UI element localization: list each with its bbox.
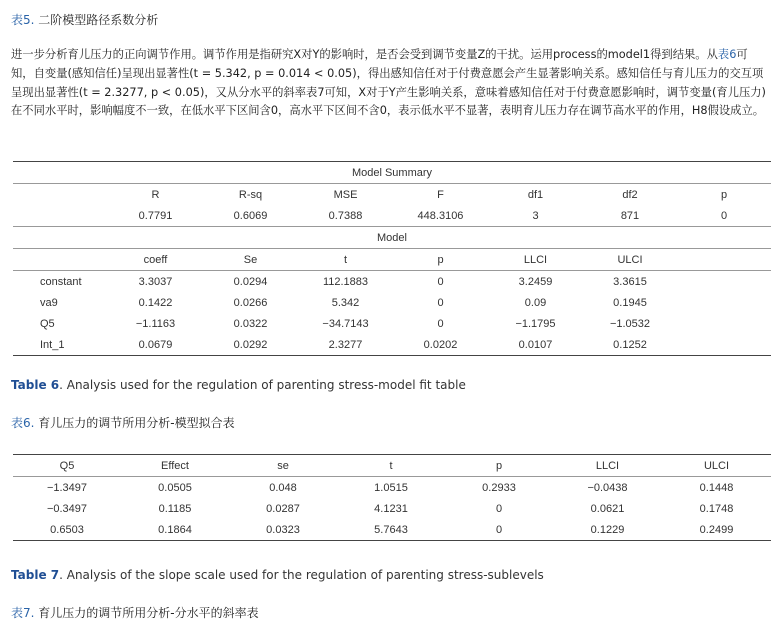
table-cell xyxy=(677,292,771,313)
table7-header-cell: LLCI xyxy=(553,455,662,477)
table-row xyxy=(13,519,771,541)
model-header-cell: coeff xyxy=(108,249,203,271)
table-cell: 0.1748 xyxy=(699,502,734,515)
analysis-paragraph xyxy=(11,46,769,121)
table-cell xyxy=(677,334,771,356)
table7-header-cell: p xyxy=(445,455,553,477)
table6-en-label: Table 6 xyxy=(11,378,60,392)
table-cell: 0.0322 xyxy=(233,317,268,330)
model-header-cell xyxy=(13,249,108,271)
table6-en-text: . Analysis used for the regulation of parenting stress-model fit table xyxy=(59,378,466,392)
model-header-row xyxy=(13,249,771,271)
table-cell: −0.3497 xyxy=(46,502,88,515)
table-row xyxy=(13,313,771,334)
paragraph-part1: 进一步分析育儿压力的正向调节作用。调节作用是指研究X对Y的影响时，是否会受到调节变量Z的干扰。运用process的model1得到结果。从 xyxy=(11,48,718,61)
table-cell: −0.0438 xyxy=(587,481,628,494)
table-cell: 3.2459 xyxy=(518,275,553,288)
table-cell: 3.3037 xyxy=(138,275,173,288)
summary-value-cell: 3 xyxy=(488,205,583,227)
table-cell: 0.1448 xyxy=(699,481,734,494)
table-cell: 0.0202 xyxy=(393,334,488,356)
table-row xyxy=(13,334,771,356)
table-cell: 0.1252 xyxy=(583,334,677,356)
table-cell: −34.7143 xyxy=(322,317,369,330)
summary-header-cell: R xyxy=(151,188,160,201)
table7-header-row xyxy=(13,455,771,477)
table7-header-cell: se xyxy=(229,455,337,477)
table-cell: 0.2499 xyxy=(662,519,771,541)
model-header-cell xyxy=(677,249,771,271)
summary-header-cell: df1 xyxy=(527,188,544,201)
table5-label[interactable]: 表5. xyxy=(11,13,35,27)
table-cell: 5.342 xyxy=(331,296,360,309)
table6-caption-cn xyxy=(11,414,235,431)
table-cell: 0.0679 xyxy=(108,334,203,356)
table6-cn-text: 育儿压力的调节所用分析-模型拟合表 xyxy=(34,416,235,430)
summary-header-cell xyxy=(13,184,108,206)
table-cell: 0 xyxy=(437,317,444,330)
table-cell: 0.048 xyxy=(269,481,297,494)
table7-header-cell: Q5 xyxy=(13,455,121,477)
model-header-cell: t xyxy=(298,249,393,271)
summary-value-cell: 0.6069 xyxy=(203,205,298,227)
summary-value-cell: 0.7388 xyxy=(298,205,393,227)
summary-value-cell: 0.7791 xyxy=(108,205,203,227)
table-row xyxy=(13,498,771,519)
table7-caption-cn xyxy=(11,604,259,621)
table6-cn-label[interactable]: 表6. xyxy=(11,416,35,430)
summary-value-cell: 0 xyxy=(677,205,771,227)
table-cell: 0.0292 xyxy=(203,334,298,356)
table-cell: −1.3497 xyxy=(46,481,88,494)
table-row xyxy=(13,292,771,313)
table-cell: 1.0515 xyxy=(374,481,408,494)
table7-caption-en xyxy=(11,568,544,582)
summary-header-cell: MSE xyxy=(333,188,358,201)
model-title: Model xyxy=(13,227,771,249)
table7-en-label: Table 7 xyxy=(11,568,60,582)
table7-cn-text: 育儿压力的调节所用分析-分水平的斜率表 xyxy=(34,606,259,620)
table7-en-text: . Analysis of the slope scale used for the regulation of parenting stress-sublevels xyxy=(59,568,544,582)
summary-value-cell xyxy=(13,205,108,227)
row-label: constant xyxy=(40,275,82,288)
table-cell: 0.1864 xyxy=(121,519,229,541)
paragraph-part2: 可知，自变量(感知信任)呈现出显著性(t = 5.342, p = 0.014 < 0.05)，得出感知信任对于付费意愿会产生显著影响关系。感知信任与育儿压力的交互项呈现出显著性(t = 2.3277, p < 0.05)，又从分水平的斜率表7可知，X对于Y产生影响关系，意味着感知信任对于付费意愿影响时，调节变量(育儿压力)在不同水平时，影响幅度不一致，在低水平下区间含0，高水平下区间不含0，表示低水平不显著，表明育儿压力存在调节高水平的作用，H8假设成立。 xyxy=(11,48,766,118)
table-cell xyxy=(677,271,771,293)
table-cell: 0.0287 xyxy=(266,502,300,515)
table-cell: 0.1945 xyxy=(613,296,647,309)
row-label: Int_1 xyxy=(13,334,108,356)
table5-title: 二阶模型路径系数分析 xyxy=(34,13,159,27)
table6 xyxy=(13,161,771,356)
table-cell: 0.0107 xyxy=(488,334,583,356)
summary-header-cell: p xyxy=(720,188,728,201)
table-cell: 3.3615 xyxy=(613,275,647,288)
model-header-cell: p xyxy=(393,249,488,271)
table5-caption xyxy=(11,11,158,28)
table-cell: 0.0266 xyxy=(233,296,268,309)
table-cell: 2.3277 xyxy=(298,334,393,356)
table-cell: 0 xyxy=(437,296,444,309)
summary-value-cell: 871 xyxy=(583,205,677,227)
summary-value-row xyxy=(13,205,771,227)
table-cell: 0.0505 xyxy=(158,481,192,494)
model-header-cell: Se xyxy=(203,249,298,271)
row-label: Q5 xyxy=(40,317,55,330)
summary-value-cell: 448.3106 xyxy=(393,205,488,227)
model-title-row xyxy=(13,227,771,249)
summary-header-cell: df2 xyxy=(622,188,638,201)
table-cell: 0 xyxy=(445,519,553,541)
summary-header-row xyxy=(13,184,771,206)
table-row xyxy=(13,477,771,499)
table-cell: 0.0621 xyxy=(590,502,625,515)
summary-title-row xyxy=(13,162,771,184)
summary-header-cell: R-sq xyxy=(238,188,263,201)
table7-header-cell: Effect xyxy=(121,455,229,477)
table7-header-cell: ULCI xyxy=(662,455,771,477)
table-cell: −1.1163 xyxy=(135,317,176,330)
table-cell: 0 xyxy=(495,502,503,515)
table7-header-cell: t xyxy=(337,455,445,477)
table-cell: 0.1185 xyxy=(158,502,192,515)
table-cell: 0.1229 xyxy=(553,519,662,541)
table6-link[interactable]: 表6 xyxy=(717,48,737,61)
table-cell: 0.1422 xyxy=(138,296,173,309)
table-cell: 0.2933 xyxy=(482,481,516,494)
table-cell: 0.6503 xyxy=(13,519,121,541)
summary-header-cell: F xyxy=(437,188,444,201)
table6-caption-en xyxy=(11,378,466,392)
model-header-cell: ULCI xyxy=(583,249,677,271)
table7 xyxy=(13,454,771,541)
table-cell: 4.1231 xyxy=(374,502,408,515)
table-cell: 0.0294 xyxy=(233,275,268,288)
row-label: va9 xyxy=(40,296,58,309)
table-cell xyxy=(677,313,771,334)
table-cell: 0 xyxy=(437,275,444,288)
table-row xyxy=(13,271,771,293)
table-cell: 5.7643 xyxy=(337,519,445,541)
model-header-cell: LLCI xyxy=(488,249,583,271)
table7-cn-label[interactable]: 表7. xyxy=(11,606,35,620)
table-cell: −1.0532 xyxy=(609,317,651,330)
table-cell: 112.1883 xyxy=(322,275,369,288)
table-cell: 0.09 xyxy=(524,296,547,309)
table-cell: 0.0323 xyxy=(229,519,337,541)
summary-title: Model Summary xyxy=(13,162,771,184)
table-cell: −1.1795 xyxy=(515,317,556,330)
